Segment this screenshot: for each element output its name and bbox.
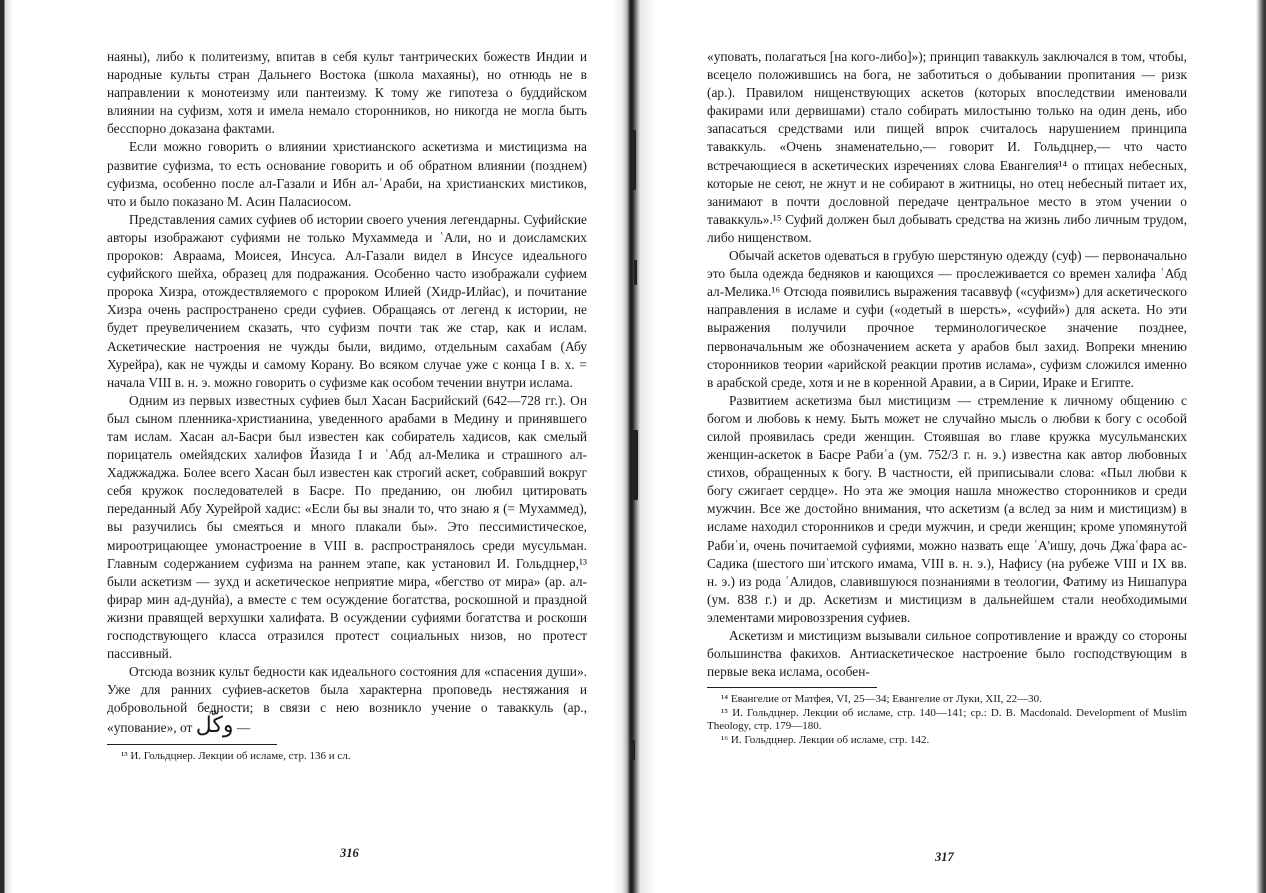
paragraph: Представления самих суфиев об истории своего учения легендарны. Суфийские авторы изображают суфиями не только Мухаммеда и ʿАли, но и доисламских пророков: Авраама, Моисея, Инсуса. Ал-Газали видел в Инсусе идеального суфийского шейха, образец для подражания. Особенно часто изображали суфием пророка Хизра, отождествляемого с пророком Илией (Хидр-Илйас), и почитание Хизра очень распространено среди суфиев. Обращаясь от легенд к истории, не будет преувеличением сказать, что суфизм почти так же стар, как и ислам. Аскетические настроения не чужды были, видимо, отдельным сахабам (Абу Хурейра), как не чужды и самому Корану. Во всяком случае уже с конца I в. х. = начала VIII в. н. э. можно говорить о суфизме как особом течении внутри ислама. [107,211,587,390]
left-page-edge [0,0,13,893]
paragraph: Аскетизм и мистицизм вызывали сильное сопротивление и вражду со стороны большинства факихов. Антиаскетическое настроение было господствующим в первые века ислама, особен- [707,628,1187,680]
paragraph: Обычай аскетов одеваться в грубую шерстяную одежду (суф) — первоначально это была одежда бедняков и кающихся — прослеживается со времен халифа ʿАбд ал-Мелика.¹⁶ Отсюда появились выражения тасаввуф («суфизм») для аскетического направления в исламе и суфи («одетый в шерсть», «суфий») для аскета. Но эти выражения получили прочное терминологическое значение позднее, первоначальным же обозначением аскета у арабов был захид. Вопреки мнению сторонников теории «арийской реакции против ислама», суфизм сложился именно в арабской среде, хотя и не в коренной Аравии, а в Сирии, Ираке и Египте. [707,248,1187,390]
paragraph: Развитием аскетизма был мистицизм — стремление к личному общению с богом и любовь к нему. Быть может не случайно мысль о любви к богу с особой силой проявилась среди женщин. Стоявшая во главе кружка мусульманских женщин-аскеток в Басре Рабиʿа (ум. 752/3 г. н. э.) известна как автор любовных стихов, обращенных к богу. В частности, ей приписывали слова: «Пыл любви к богу сжигает сердце». Но эта же эмоция нашла множество сторонников и среди мужчин. Все же достойно внимания, что аскетизм (а вслед за ним и мистицизм) в исламе находил сторонников и среди мужчин, и среди женщин; кроме упомянутой Рабиʿи, очень почитаемой суфиями, можно назвать еще ʿА'ишу, дочь Джаʿфара ас-Садика (шестого шиʿитского имама, VIII в. н. э.), Нафису (на рубеже VIII и IX вв. н. э.) из рода ʿАлидов, славившуюся познаниями в теологии, Фатиму из Нишапура (ум. 838 г.) и др. Аскетизм и мистицизм в дальнейшем стали необходимыми элементами мировоззрения суфиев. [707,392,1187,625]
footnote-divider [707,687,877,688]
footnote: ¹⁴ Евангелие от Матфея, VI, 25—34; Евангелие от Луки, XII, 22—30. [721,693,1042,706]
paragraph: Одним из первых известных суфиев был Хасан Басрийский (642—728 гг.). Он был сыном пленника-христианина, уведенного арабами в Медину и принявшего там ислам. Хасан ал-Басри был известен как собиратель хадисов, как смелый порицатель омейядских халифов Йазида I и ʿАбд ал-Мелика и страшного ал-Хаджжаджа. Более всего Хасан был известен как строгий аскет, собравший вокруг себя кружок последователей в Басре. По преданию, он любил цитировать переданный Абу Хурейрой хадис: «Если бы вы знали то, что знаю я (= Мухаммед), вы разучились бы смеяться и много плакали бы». Это пессимистическое, мироотрицающее умонастроение в VIII в. распространялось среди мусульман. Главным содержанием суфизма на раннем этапе, как установил И. Гольдцнер,¹³ были аскетизм — зухд и аскетическое неприятие мира, «бегство от мира» (ар. ал-фирар мин ад-дунйа), а вместе с тем осуждение богатства, роскошной и праздной жизни правящей верхушки халифата. В осуждении суфиями богатства и роскоши господствующего класса отразился протест социальных низов, но протест пассивный. [107,392,587,662]
footnote: ¹⁶ И. Гольдцнер. Лекции об исламе, стр. 142. [721,734,930,747]
paragraph-text: Отсюда возник культ бедности как идеального состояния для «спасения души». Уже для ранних суфиев-аскетов была характерна проповедь нестяжания и добровольной бедности; в связи с нею возникло учение о таваккуль (ар., «упование», от [107,664,587,736]
page-number: 316 [340,846,359,860]
arabic-word: وكّل [195,713,234,739]
paragraph: Если можно говорить о влиянии христианского аскетизма и мистицизма на развитие суфизма, то есть основание говорить и об обратном влиянии (позднем) суфизма, особенно после ал-Газали и Ибн ал-ʿАраби, на христианских мистиков, что и было показано М. Асин Паласиосом. [107,139,587,209]
arabic-dash: — [236,720,251,736]
page-number: 317 [935,850,954,864]
paragraph: наяны), либо к политеизму, впитав в себя культ тантрических божеств Индии и народные культы стран Дальнего Востока (школа махаяны), но отнюдь не в направлении к монотеизму или пантеизму. К тому же гипотеза о буддийском влиянии на суфизм, хотя и имела немало сторонников, но никогда не могла быть бесспорно доказана фактами. [107,49,587,137]
footnote: ¹³ И. Гольдцнер. Лекции об исламе, стр. 136 и сл. [121,749,351,762]
paragraph-with-arabic [107,663,587,737]
left-page [107,48,587,763]
footnote-divider [107,744,277,745]
right-page [707,48,1187,748]
book-gutter [612,0,656,893]
right-page-edge [1253,0,1266,893]
paragraph: «уповать, полагаться [на кого-либо]»); принцип таваккуль заключался в том, чтобы, всецело положившись на бога, не заботиться о добывании пропитания — ризк (ар.). Правилом нищенствующих аскетов (которых впоследствии именовали факирами или дервишами) стало собирать милостыню только на один день, ибо запасаться средствами или пищей впрок считалось нарушением принципа таваккуль. «Очень знаменательно,— говорит И. Гольдцнер,— что часто встречающиеся в аскетических изречениях слова Евангелия¹⁴ о птицах небесных, которые не сеют, не жнут и не собирают в житницы, но отец небесный питает их, занимают в почти дословной передаче центральное место в этом учении о таваккуль».¹⁵ Суфий должен был добывать средства на жизнь либо личным трудом, либо нищенством. [707,49,1187,245]
footnote: ¹⁵ И. Гольдцнер. Лекции об исламе, стр. 140—141; ср.: D. B. Macdonald. Development of Muslim Theology, стр. 179—180. [707,706,1187,733]
